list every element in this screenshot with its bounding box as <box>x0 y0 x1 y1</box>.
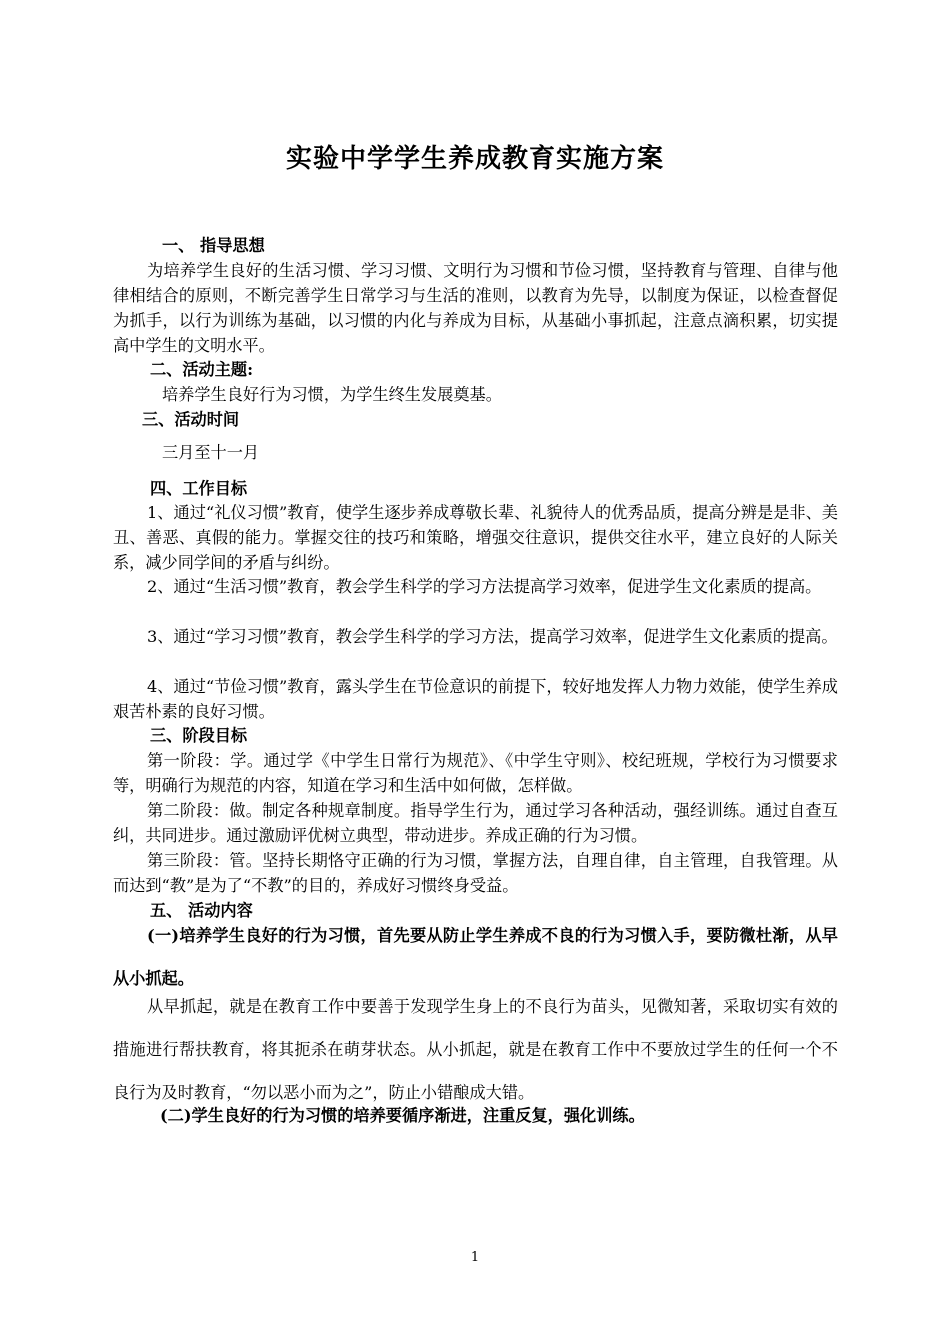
section-heading-content: 五、 活动内容 <box>150 901 253 920</box>
stage-1: 第一阶段：学。通过学《中学生日常行为规范》、《中学生守则》、校纪班规，学校行为习惯要求等，明确行为规范的内容，知道在学习和生活中如何做，怎样做。 <box>113 751 838 795</box>
stage-3: 第三阶段：管。坚持长期恪守正确的行为习惯，掌握方法，自理自律，自主管理，自我管理。从而达到“教”是为了“不教”的目的，养成好习惯终身受益。 <box>113 851 838 895</box>
stage-2: 第二阶段：做。制定各种规章制度。指导学生行为，通过学习各种活动，强经训练。通过自查互纠，共同进步。通过激励评优树立典型，带动进步。养成正确的行为习惯。 <box>113 801 838 845</box>
content-subheading-2: (二)学生良好的行为习惯的培养要循序渐进，注重反复，强化训练。 <box>160 1106 645 1125</box>
content-body-1: 从早抓起，就是在教育工作中要善于发现学生身上的不良行为苗头，见微知著，采取切实有效的措施进行帮扶教育，将其扼杀在萌芽状态。从小抓起，就是在教育工作中不要放过学生的任何一个不良行为及时教育，“勿以恶小而为之”，防止小错酿成大错。 <box>113 997 838 1102</box>
content-subheading-1: (一)培养学生良好的行为习惯，首先要从防止学生养成不良的行为习惯入手，要防微杜渐，从早从小抓起。 <box>113 926 838 988</box>
goal-item-1: 1、通过“礼仪习惯”教育，使学生逐步养成尊敬长辈、礼貌待人的优秀品质，提高分辨是是非、美丑、善恶、真假的能力。掌握交往的技巧和策略，增强交往意识，提供交往水平，建立良好的人际关系，减少同学间的矛盾与纠纷。 <box>113 503 838 572</box>
document-title: 实验中学学生养成教育实施方案 <box>285 144 664 174</box>
section-body-theme: 培养学生良好行为习惯，为学生终生发展奠基。 <box>162 385 502 404</box>
section-body-time: 三月至十一月 <box>162 443 260 462</box>
section-heading-theme: 二、活动主题: <box>150 360 254 379</box>
section-heading-time: 三、活动时间 <box>142 410 240 429</box>
section-heading-stages: 三、阶段目标 <box>150 726 248 745</box>
section-body-guiding-ideology: 为培养学生良好的生活习惯、学习习惯、文明行为习惯和节俭习惯，坚持教育与管理、自律与他律相结合的原则，不断完善学生日常学习与生活的准则，以教育为先导，以制度为保证，以检查督促为抓手，以行为训练为基础，以习惯的内化与养成为目标，从基础小事抓起，注意点滴积累，切实提高中学生的文明水平。 <box>113 261 838 355</box>
goal-item-3: 3、通过“学习习惯”教育，教会学生科学的学习方法，提高学习效率，促进学生文化素质的提高。 <box>147 627 838 646</box>
section-heading-goals: 四、工作目标 <box>150 479 248 498</box>
page-number: 1 <box>470 1250 480 1265</box>
goal-item-4: 4、通过“节俭习惯”教育，露头学生在节俭意识的前提下，较好地发挥人力物力效能，使学生养成艰苦朴素的良好习惯。 <box>113 677 838 721</box>
goal-item-2: 2、通过“生活习惯”教育，教会学生科学的学习方法提高学习效率，促进学生文化素质的提高。 <box>147 577 822 596</box>
section-heading-guiding-ideology: 一、 指导思想 <box>162 236 265 255</box>
